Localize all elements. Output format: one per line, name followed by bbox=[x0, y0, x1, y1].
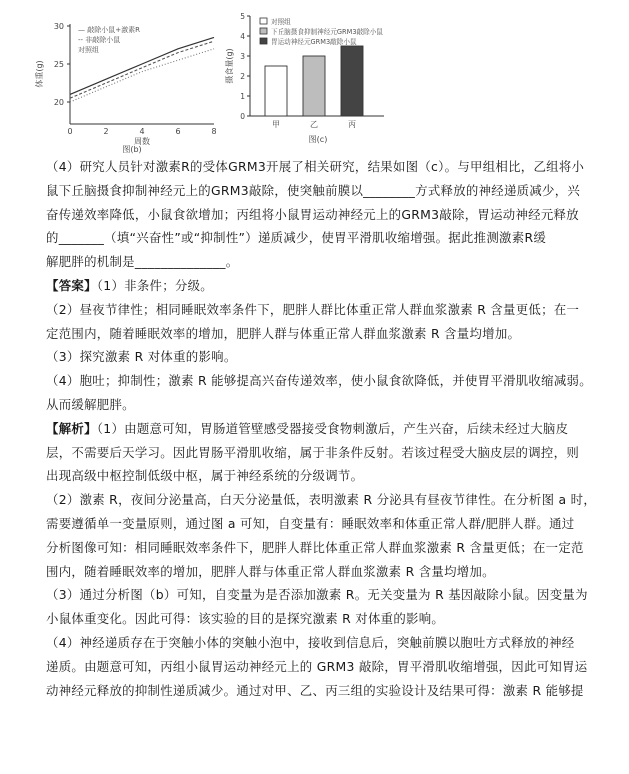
explanation-line bbox=[46, 417, 606, 441]
figures-svg bbox=[28, 6, 388, 156]
fig-c-legend-swatch bbox=[260, 28, 267, 34]
fig-c-category-label: 甲 bbox=[272, 120, 280, 129]
fig-b-caption: 图(b) bbox=[122, 145, 142, 154]
fig-b-legend-item: -- 非敲除小鼠 bbox=[78, 36, 121, 44]
fig-c-ytick-label: 5 bbox=[240, 12, 245, 21]
fig-b-ytick-label: 30 bbox=[53, 22, 64, 31]
fig-c-caption: 图(c) bbox=[308, 135, 328, 144]
fig-c-bar bbox=[303, 56, 325, 116]
fig-c-ytick-label: 0 bbox=[240, 112, 245, 121]
fig-c-legend-item: 对照组 bbox=[271, 18, 291, 26]
figure-b bbox=[34, 22, 217, 154]
answer-2-line: 定范围内，随着睡眠效率的增加，肥胖人群与体重正常人群血浆激素 R 含量均增加。 bbox=[46, 325, 521, 341]
answer-2-line: （2）昼夜节律性；相同睡眠效率条件下，肥胖人群比体重正常人群血浆激素 R 含量更低；在一 bbox=[46, 301, 580, 317]
answer-label: 【答案】 bbox=[46, 277, 97, 293]
explanation-1: （1）由题意可知，胃肠道管壁感受器接受食物刺激后，产生兴奋，后续未经过大脑皮 bbox=[96, 420, 569, 436]
explanation-3-line: 小鼠体重变化。因此可得：该实验的目的是探究激素 R 对体重的影响。 bbox=[46, 611, 445, 627]
explanation-1-line: 出现高级中枢控制低级中枢，属于神经系统的分级调节。 bbox=[46, 468, 364, 484]
answer-3-line: （3）探究激素 R 对体重的影响。 bbox=[46, 349, 237, 365]
figure-c bbox=[224, 12, 384, 144]
explanation-2-line: 分析图像可知：相同睡眠效率条件下，肥胖人群比体重正常人群血浆激素 R 含量更低；在一定范 bbox=[46, 539, 584, 555]
fig-c-legend-swatch bbox=[260, 18, 267, 24]
fig-c-legend-item: 胃运动神经元GRM3敲除小鼠 bbox=[271, 38, 357, 46]
explanation-2-line: （2）激素 R，夜间分泌量高，白天分泌量低，表明激素 R 分泌具有昼夜节律性。在分析图 a 时， bbox=[46, 492, 597, 508]
fig-c-ytick-label: 1 bbox=[240, 92, 245, 101]
fig-c-ytick-label: 3 bbox=[240, 52, 245, 61]
fig-b-ytick-label: 25 bbox=[53, 60, 64, 69]
fig-b-xtick-label: 6 bbox=[175, 127, 181, 136]
question-4-line: 的_______（填“兴奋性”或“抑制性”）递质减少，使胃平滑肌收缩增强。据此推测激素R缓 bbox=[46, 230, 547, 246]
explanation-4-line: 动神经元释放的抑制性递质减少。通过对甲、乙、丙三组的实验设计及结果可得：激素 R 能够提 bbox=[46, 682, 584, 698]
fig-c-legend-swatch bbox=[260, 38, 267, 44]
explanation-2-line: 需要遵循单一变量原则，通过图 a 可知，自变量有：睡眠效率和体重正常人群/肥胖人群。通过 bbox=[46, 515, 575, 531]
question-4-line: 奋传递效率降低，小鼠食欲增加；丙组将小鼠胃运动神经元上的GRM3敲除，胃运动神经元释放 bbox=[46, 206, 579, 222]
answer-4-line: 从而缓解肥胖。 bbox=[46, 396, 135, 412]
fig-b-xtick-label: 2 bbox=[103, 127, 109, 136]
fig-b-ytick-label: 20 bbox=[53, 98, 64, 107]
text-body bbox=[46, 155, 606, 702]
fig-c-bar bbox=[341, 46, 363, 116]
fig-b-xtick-label: 8 bbox=[211, 127, 217, 136]
fig-b-legend-item: — 敲除小鼠+激素R bbox=[78, 26, 140, 34]
figures-area bbox=[28, 6, 388, 156]
explanation-4-line: （4）神经递质存在于突触小体的突触小泡中，接收到信息后，突触前膜以胞吐方式释放的神经 bbox=[46, 634, 575, 650]
explanation-1-line: 层，不需要后天学习。因此胃肠平滑肌收缩，属于非条件反射。若该过程受大脑皮层的调控，则 bbox=[46, 444, 580, 460]
fig-c-ytick-label: 2 bbox=[240, 72, 245, 81]
explanation-label: 【解析】 bbox=[46, 420, 97, 436]
fig-b-y-label: 体重(g) bbox=[35, 60, 44, 88]
fig-c-bar-group bbox=[265, 46, 363, 129]
question-4-line: 鼠下丘脑摄食抑制神经元上的GRM3敲除，使突触前膜以________方式释放的神经递质减少，兴 bbox=[46, 182, 581, 198]
fig-c-category-label: 乙 bbox=[310, 120, 318, 129]
fig-b-xtick-label: 4 bbox=[139, 127, 145, 136]
fig-c-bar bbox=[265, 66, 287, 116]
fig-b-xtick-label: 0 bbox=[67, 127, 73, 136]
explanation-4-line: 递质。由题意可知，丙组小鼠胃运动神经元上的 GRM3 敲除，胃平滑肌收缩增强，因此可知胃运 bbox=[46, 658, 588, 674]
explanation-2-line: 围内，随着睡眠效率的增加，肥胖人群与体重正常人群血浆激素 R 含量均增加。 bbox=[46, 563, 495, 579]
fig-c-ytick-group bbox=[240, 12, 250, 121]
fig-c-y-label: 摄食量(g) bbox=[225, 48, 234, 84]
answer-line bbox=[46, 274, 606, 298]
fig-b-series-line bbox=[70, 49, 214, 102]
question-4-line: （4）研究人员针对激素R的受体GRM3开展了相关研究，结果如图（c）。与甲组相比，乙组将小 bbox=[46, 159, 585, 174]
fig-c-category-label: 丙 bbox=[348, 120, 356, 129]
fig-b-legend-item: 对照组 bbox=[78, 46, 99, 54]
fig-c-ytick-label: 4 bbox=[240, 32, 245, 41]
fig-c-legend-item: 下丘脑摄食抑制神经元GRM3敲除小鼠 bbox=[271, 28, 383, 36]
fig-b-x-label: 周数 bbox=[134, 137, 150, 146]
answer-1: （1）非条件；分级。 bbox=[96, 277, 213, 293]
question-4-line: 解肥胖的机制是______________。 bbox=[46, 254, 239, 270]
answer-4-line: （4）胞吐；抑制性；激素 R 能够提高兴奋传递效率，使小鼠食欲降低，并使胃平滑肌收缩减弱。 bbox=[46, 373, 592, 389]
explanation-3-line: （3）通过分析图（b）可知，自变量为是否添加激素 R。无关变量为 R 基因敲除小鼠。因变量为 bbox=[46, 587, 588, 603]
